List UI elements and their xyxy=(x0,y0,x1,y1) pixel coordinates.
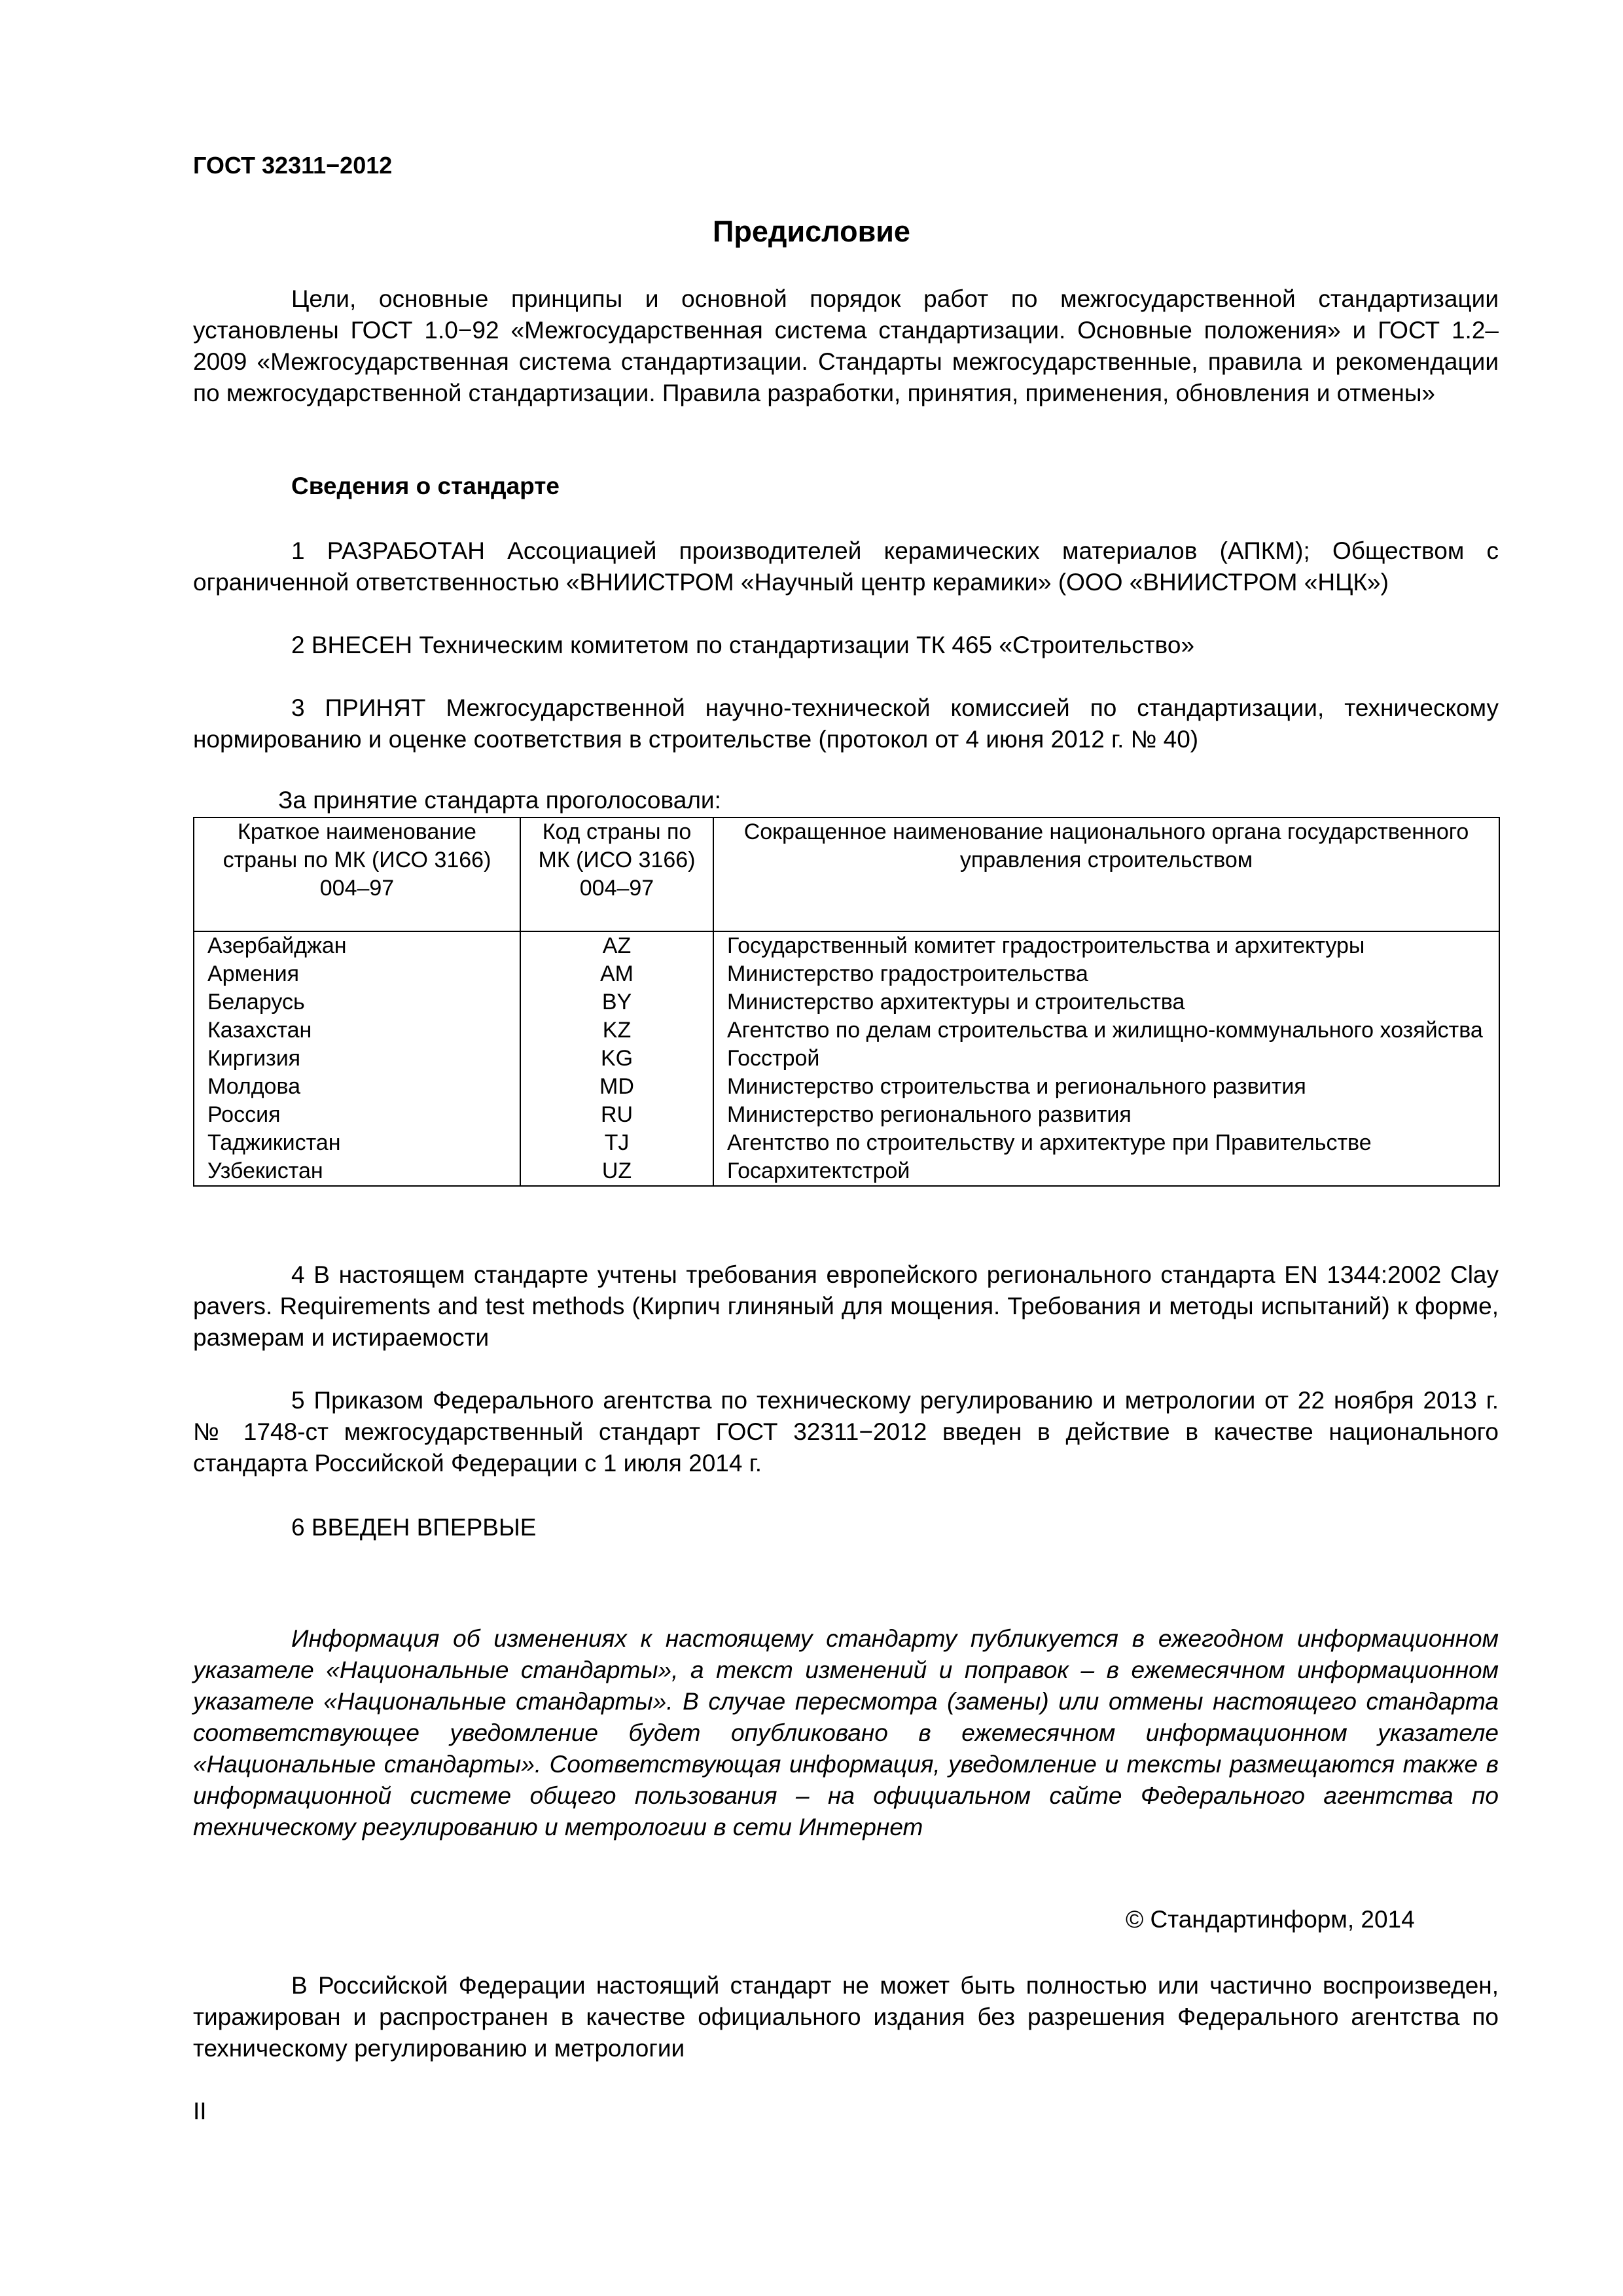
code-cell: RU xyxy=(520,1101,713,1129)
authority-cell: Государственный комитет градостроительства и архитектуры xyxy=(713,931,1499,960)
item-6-first-introduced: 6 ВВЕДЕН ВПЕРВЫЕ xyxy=(291,1514,537,1541)
vote-table-caption: За принятие стандарта проголосовали: xyxy=(278,787,721,814)
table-row xyxy=(194,931,1499,960)
item-4-european-standard: 4 В настоящем стандарте учтены требования европейского регионального стандарта EN 1344:2002 Clay pavers. Requirements and test methods (Кирпич глиняный для мощения. Требования и методы испытаний) к форме, размерам и истираемости xyxy=(193,1261,1499,1351)
reproduction-restriction: В Российской Федерации настоящий стандарт не может быть полностью или частично воспроизведен, тиражирован и распространен в качестве официального издания без разрешения Федерального агентства по техническому регулированию и метрологии xyxy=(193,1972,1499,2062)
table-row xyxy=(194,1129,1499,1157)
document-header: ГОСТ 32311−2012 xyxy=(193,152,393,179)
country-cell: Таджикистан xyxy=(194,1129,520,1157)
authority-cell: Госстрой xyxy=(713,1045,1499,1073)
item-1-developed: 1 РАЗРАБОТАН Ассоциацией производителей керамических материалов (АПКМ); Обществом с ограниченной ответственностью «ВНИИСТРОМ «Научный центр керамики» (ООО «ВНИИСТРОМ «НЦК») xyxy=(193,537,1499,596)
code-cell: KZ xyxy=(520,1016,713,1045)
country-cell: Киргизия xyxy=(194,1045,520,1073)
code-cell: AM xyxy=(520,960,713,988)
item-3-adopted: 3 ПРИНЯТ Межгосударственной научно-технической комиссией по стандартизации, техническому нормированию и оценке соответствия в строительстве (протокол от 4 июня 2012 г. № 40) xyxy=(193,694,1499,753)
country-cell: Беларусь xyxy=(194,988,520,1016)
table-header-row xyxy=(194,817,1499,931)
page-number: II xyxy=(193,2098,207,2125)
code-cell: TJ xyxy=(520,1129,713,1157)
voting-countries-table xyxy=(193,817,1500,1187)
item-5-enactment: 5 Приказом Федерального агентства по техническому регулированию и метрологии от 22 ноября 2013 г. № 1748-ст межгосударственный стандарт ГОСТ 32311−2012 введен в действие в качестве национального стандарта Российской Федерации с 1 июля 2014 г. xyxy=(193,1387,1499,1477)
country-cell: Казахстан xyxy=(194,1016,520,1045)
code-cell: BY xyxy=(520,988,713,1016)
authority-cell: Министерство строительства и регионального развития xyxy=(713,1073,1499,1101)
copyright-notice: © Стандартинформ, 2014 xyxy=(1126,1906,1415,1933)
intro-paragraph: Цели, основные принципы и основной порядок работ по межгосударственной стандартизации установлены ГОСТ 1.0−92 «Межгосударственная система стандартизации. Основные положения» и ГОСТ 1.2–2009 «Межгосударственная система стандартизации. Стандарты межгосударственные, правила и рекомендации по межгосударственной стандартизации. Правила разработки, принятия, применения, обновления и отмены» xyxy=(193,285,1499,406)
authority-cell: Госархитектстрой xyxy=(713,1157,1499,1186)
column-header-country: Краткое наименование страны по МК (ИСО 3166) 004–97 xyxy=(194,817,520,931)
table-row xyxy=(194,1016,1499,1045)
table-row xyxy=(194,1073,1499,1101)
country-cell: Азербайджан xyxy=(194,931,520,960)
page-title: Предисловие xyxy=(713,215,910,248)
authority-cell: Министерство архитектуры и строительства xyxy=(713,988,1499,1016)
code-cell: AZ xyxy=(520,931,713,960)
authority-cell: Агентство по делам строительства и жилищно-коммунального хозяйства xyxy=(713,1016,1499,1045)
country-cell: Россия xyxy=(194,1101,520,1129)
table-row xyxy=(194,960,1499,988)
country-cell: Армения xyxy=(194,960,520,988)
table-row xyxy=(194,1045,1499,1073)
authority-cell: Министерство градостроительства xyxy=(713,960,1499,988)
country-cell: Узбекистан xyxy=(194,1157,520,1186)
table-row xyxy=(194,988,1499,1016)
column-header-code: Код страны по МК (ИСО 3166) 004–97 xyxy=(520,817,713,931)
code-cell: UZ xyxy=(520,1157,713,1186)
code-cell: KG xyxy=(520,1045,713,1073)
authority-cell: Министерство регионального развития xyxy=(713,1101,1499,1129)
change-information-notice: Информация об изменениях к настоящему стандарту публикуется в ежегодном информационном указателе «Национальные стандарты», а текст изменений и поправок – в ежемесячном информационном указателе «Национальные стандарты». В случае пересмотра (замены) или отмены настоящего стандарта соответствующее уведомление будет опубликовано в ежемесячном информационном указателе «Национальные стандарты». Соответствующая информация, уведомление и тексты размещаются также в информационной системе общего пользования – на официальном сайте Федерального агентства по техническому регулированию и метрологии в сети Интернет xyxy=(193,1625,1499,1840)
table-row xyxy=(194,1101,1499,1129)
code-cell: MD xyxy=(520,1073,713,1101)
item-2-submitted: 2 ВНЕСЕН Техническим комитетом по стандартизации ТК 465 «Строительство» xyxy=(291,632,1195,658)
authority-cell: Агентство по строительству и архитектуре при Правительстве xyxy=(713,1129,1499,1157)
country-cell: Молдова xyxy=(194,1073,520,1101)
section-heading: Сведения о стандарте xyxy=(291,473,560,499)
table-row xyxy=(194,1157,1499,1186)
column-header-authority: Сокращенное наименование национального органа государственного управления строительством xyxy=(713,817,1499,931)
